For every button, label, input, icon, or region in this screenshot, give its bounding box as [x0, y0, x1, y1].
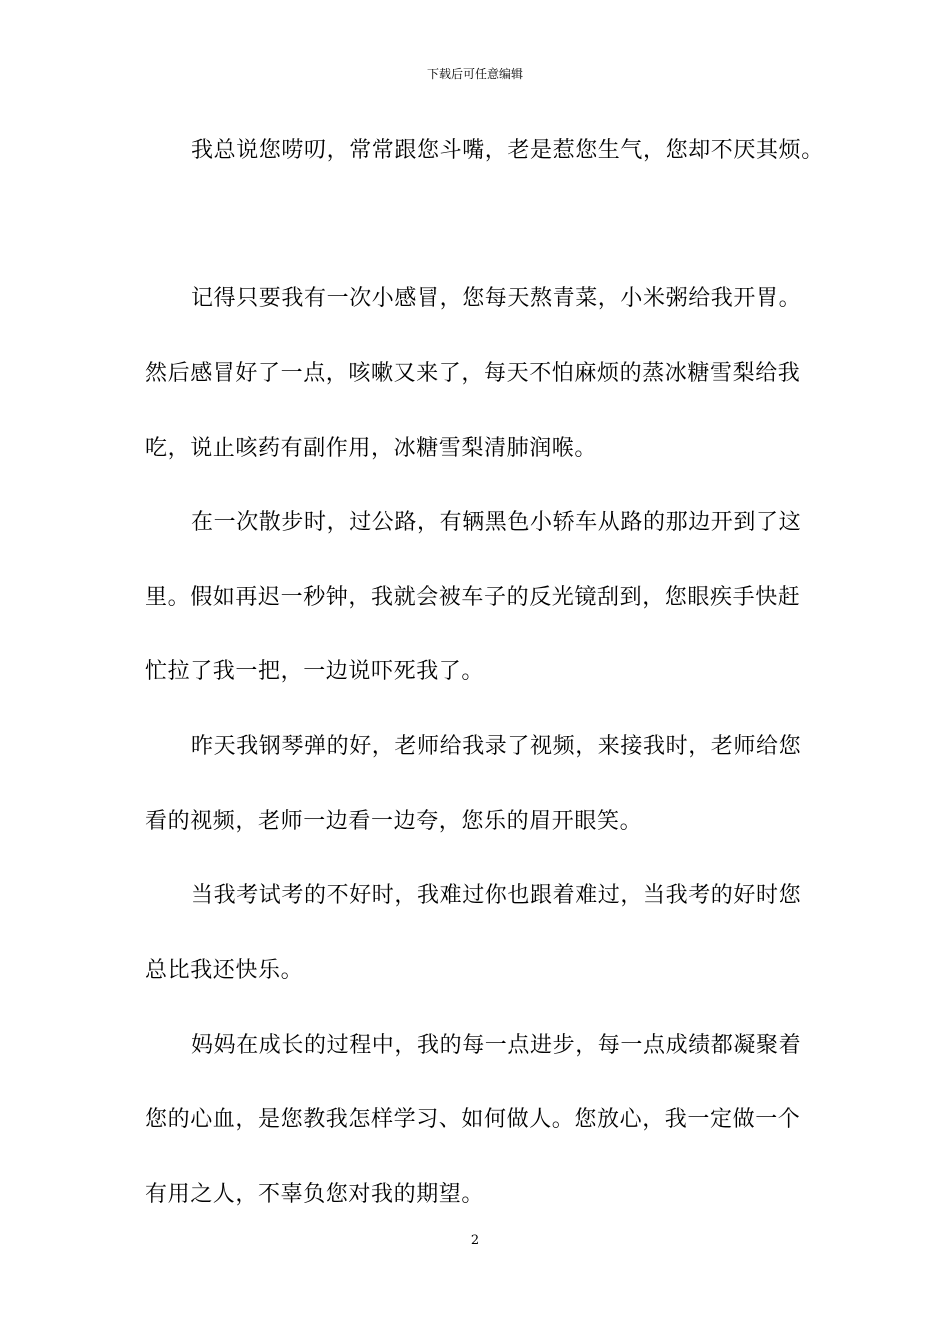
text-line: 总比我还快乐。 — [145, 958, 304, 983]
text-line: 当我考试考的不好时，我难过你也跟着难过，当我考的好时您 — [191, 883, 802, 908]
text-line: 里。假如再迟一秒钟，我就会被车子的反光镜刮到，您眼疾手快赶 — [145, 585, 801, 610]
text-line: 有用之人，不辜负您对我的期望。 — [145, 1182, 485, 1207]
text-line: 记得只要我有一次小感冒，您每天熬青菜，小米粥给我开胃。 — [191, 286, 802, 311]
page-header: 下载后可任意编辑 — [426, 67, 523, 81]
text-line: 在一次散步时，过公路，有辆黑色小轿车从路的那边开到了这 — [191, 510, 802, 535]
page-number: 2 — [470, 1233, 480, 1248]
text-line: 昨天我钢琴弹的好，老师给我录了视频，来接我时，老师给您 — [191, 734, 802, 759]
text-line: 妈妈在成长的过程中，我的每一点进步，每一点成绩都凝聚着 — [191, 1033, 802, 1058]
text-line: 忙拉了我一把，一边说吓死我了。 — [145, 659, 485, 684]
text-line: 吃，说止咳药有副作用，冰糖雪梨清肺润喉。 — [145, 436, 598, 461]
text-line: 然后感冒好了一点，咳嗽又来了，每天不怕麻烦的蒸冰糖雪梨给我 — [145, 361, 801, 386]
text-line: 看的视频，老师一边看一边夸，您乐的眉开眼笑。 — [145, 809, 643, 834]
text-line: 您的心血，是您教我怎样学习、如何做人。您放心，我一定做一个 — [145, 1107, 801, 1132]
text-line: 我总说您唠叨，常常跟您斗嘴，老是惹您生气，您却不厌其烦。 — [191, 138, 824, 163]
